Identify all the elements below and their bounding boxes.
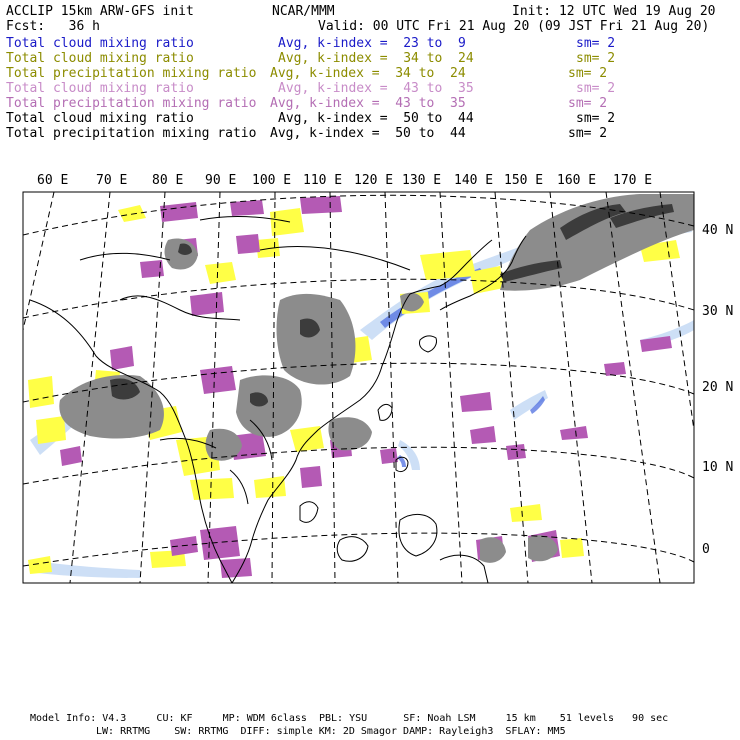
lat-label-0: 0 [702,542,710,557]
lon-label-90e: 90 E [205,173,237,188]
field-row-5-sm: sm= 2 [568,96,608,111]
field-row-6-name: Total cloud mixing ratio [6,111,194,126]
field-row-1-sm: sm= 2 [576,36,616,51]
lon-label-160e: 160 E [557,173,597,188]
field-row-2-sm: sm= 2 [576,51,616,66]
lon-label-100e: 100 E [252,173,292,188]
field-row-7-avg: Avg, k-index = 50 to 44 [270,126,466,141]
model-title: ACCLIP 15km ARW-GFS init [6,4,194,19]
field-row-3-sm: sm= 2 [568,66,608,81]
model-info-line-2: LW: RRTMG SW: RRTMG DIFF: simple KM: 2D Smagor DAMP: Rayleigh3 SFLAY: MM5 [96,726,566,737]
lon-label-60e: 60 E [37,173,69,188]
field-row-4-name: Total cloud mixing ratio [6,81,194,96]
lat-label-20n: 20 N [702,380,734,395]
lon-label-120e: 120 E [354,173,394,188]
field-row-2-name: Total cloud mixing ratio [6,51,194,66]
field-row-7-name: Total precipitation mixing ratio [6,126,257,141]
lon-label-170e: 170 E [613,173,653,188]
lat-label-10n: 10 N [702,460,734,475]
forecast-hour: Fcst: 36 h [6,19,100,34]
field-row-4-sm: sm= 2 [576,81,616,96]
org-label: NCAR/MMM [272,4,335,19]
model-info-line-1: Model Info: V4.3 CU: KF MP: WDM 6class PBL: YSU SF: Noah LSM 15 km 51 levels 90 sec [30,713,669,724]
init-time: Init: 12 UTC Wed 19 Aug 20 [512,4,716,19]
field-row-5-avg: Avg, k-index = 43 to 35 [270,96,466,111]
field-row-7-sm: sm= 2 [568,126,608,141]
lon-label-70e: 70 E [96,173,128,188]
field-row-2-avg: Avg, k-index = 34 to 24 [278,51,474,66]
lon-label-140e: 140 E [454,173,494,188]
lon-label-130e: 130 E [402,173,442,188]
field-row-6-sm: sm= 2 [576,111,616,126]
field-row-4-avg: Avg, k-index = 43 to 35 [278,81,474,96]
field-row-3-avg: Avg, k-index = 34 to 24 [270,66,466,81]
field-row-6-avg: Avg, k-index = 50 to 44 [278,111,474,126]
lat-label-30n: 30 N [702,304,734,319]
lon-label-150e: 150 E [504,173,544,188]
lat-label-40n: 40 N [702,223,734,238]
field-row-1-avg: Avg, k-index = 23 to 9 [278,36,466,51]
valid-time: Valid: 00 UTC Fri 21 Aug 20 (09 JST Fri 21 Aug 20) [318,19,710,34]
lon-label-110e: 110 E [303,173,343,188]
field-row-1-name: Total cloud mixing ratio [6,36,194,51]
lon-label-80e: 80 E [152,173,184,188]
field-row-5-name: Total precipitation mixing ratio [6,96,257,111]
field-row-3-name: Total precipitation mixing ratio [6,66,257,81]
